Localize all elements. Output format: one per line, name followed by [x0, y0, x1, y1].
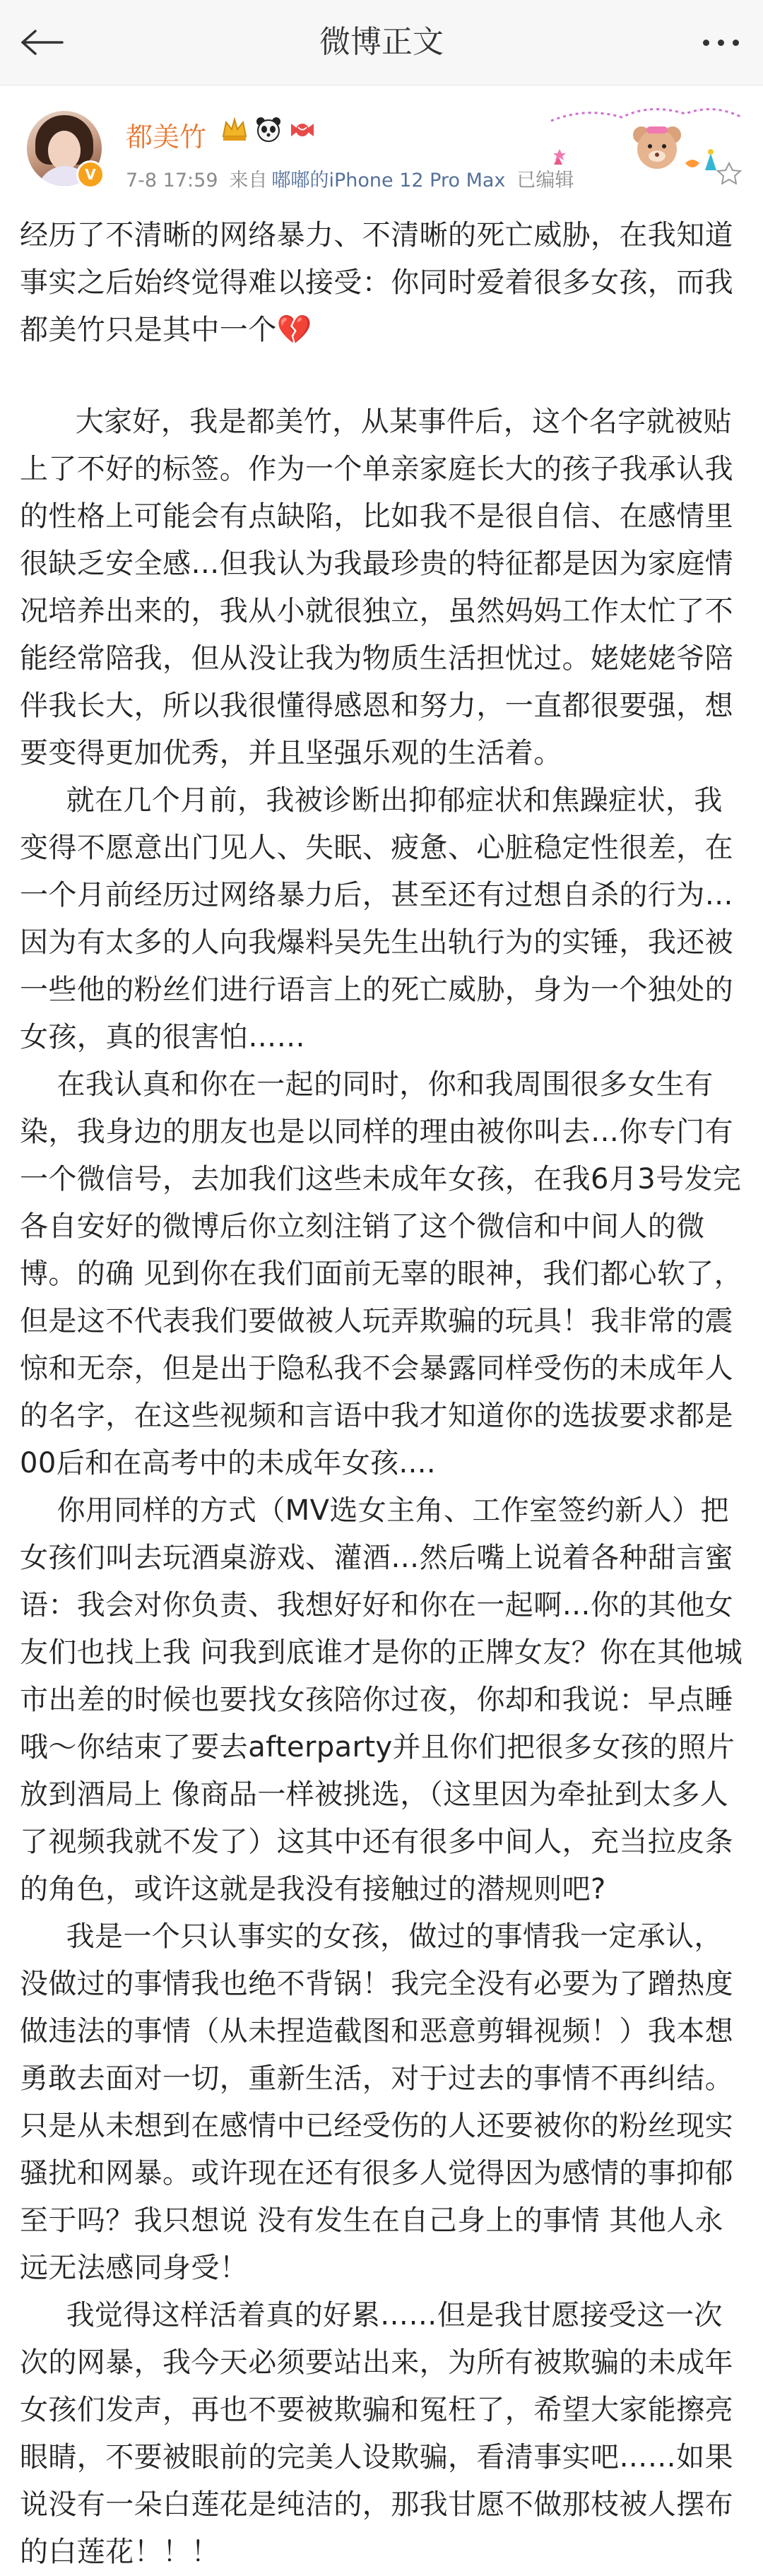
- author-badges: [219, 114, 321, 145]
- panda-icon[interactable]: [253, 114, 284, 145]
- post-paragraph: 经历了不清晰的网络暴力、不清晰的死亡威胁，在我知道事实之后始终觉得难以接受：你同时爱着很多女孩，而我都美竹只是其中一个💔: [20, 219, 733, 346]
- decoration-bear-icon: [544, 100, 749, 184]
- source-prefix: 来自: [229, 170, 268, 191]
- post-paragraph: 就在几个月前，我被诊断出抑郁症状和焦躁症状，我变得不愿意出门见人、失眠、疲惫、心脏稳定性很差，在一个月前经历过网络暴力后，甚至还有过想自杀的行为…因为有太多的人向我爆料吴先生出轨行为的实锤，我还被一些他的粉丝们进行语言上的死亡威胁，身为一个独处的女孩，真的很害怕……: [20, 784, 733, 1053]
- post-body: [20, 212, 743, 2576]
- more-button[interactable]: [694, 21, 747, 64]
- page-title: 微博正文: [319, 24, 444, 60]
- post-time: 7-8 17:59: [126, 170, 218, 191]
- crown-icon[interactable]: [219, 114, 250, 145]
- post-paragraph: 我是一个只认事实的女孩，做过的事情我一定承认，没做过的事情我也绝不背锅！我完全没有必要为了蹭热度做违法的事情（从未捏造截图和恶意剪辑视频！）我本想勇敢去面对一切，重新生活，对于过去的事情不再纠结。只是从未想到在感情中已经受伤的人还要被你的粉丝现实骚扰和网暴。或许现在还有很多人觉得因为感情的事抑郁 至于吗？我只想说 没有发生在自己身上的事情 其他人永远无法感同身受！: [20, 1920, 743, 2284]
- post-paragraph: 我觉得这样活着真的好累……但是我甘愿接受这一次次的网暴，我今天必须要站出来，为所有被欺骗的未成年女孩们发声，再也不要被欺骗和冤枉了，希望大家能擦亮眼睛，不要被眼前的完美人设欺骗，看清事实吧……如果说没有一朵白莲花是纯洁的，那我甘愿不做那枝被人摆布的白莲花！！！: [20, 2299, 733, 2568]
- post-paragraph: 大家好，我是都美竹，从某事件后，这个名字就被贴上了不好的标签。作为一个单亲家庭长大的孩子我承认我的性格上可能会有点缺陷，比如我不是很自信、在感情里很缺乏安全感…但我认为我最珍贵的特征都是因为家庭情况培养出来的，我从小就很独立，虽然妈妈工作太忙了不能经常陪我，但从没让我为物质生活担忧过。姥姥姥爷陪伴我长大，所以我很懂得感恩和努力，一直都很要强，想要变得更加优秀，并且坚强乐观的生活着。: [20, 406, 733, 769]
- author-header: [0, 85, 763, 206]
- post-source[interactable]: 嘟嘟的iPhone 12 Pro Max: [271, 170, 506, 191]
- post-meta: [126, 165, 585, 192]
- candy-icon[interactable]: [287, 114, 318, 145]
- author-name[interactable]: 都美竹: [126, 122, 207, 153]
- more-dots-icon: [703, 40, 709, 46]
- verified-badge-icon: V: [76, 160, 105, 189]
- post-paragraph: 你用同样的方式（MV选女主角、工作室签约新人）把女孩们叫去玩酒桌游戏、灌酒…然后嘴上说着各种甜言蜜语：我会对你负责、我想好好和你在一起啊…你的其他女友们也找上我 问我到底谁才是你的正牌女友？你在其他城市出差的时候也要找女孩陪你过夜，你却和我说：早点睡哦～你结束了要去afterparty并且你们把很多女孩的照片放到酒局上 像商品一样被挑选，（这里因为牵扯到太多人了视频我就不发了）这其中还有很多中间人，充当拉皮条的角色，或许这就是我没有接触过的潜规则吧?: [20, 1494, 743, 1906]
- navbar: [0, 0, 763, 85]
- post-paragraph: 在我认真和你在一起的同时，你和我周围很多女生有染，我身边的朋友也是以同样的理由被你叫去…你专门有一个微信号，去加我们这些未成年女孩，在我6月3号发完各自安好的微博后你立刻注销了这个微信和中间人的微博。的确 见到你在我们面前无辜的眼神，我们都心软了，但是这不代表我们要做被人玩弄欺骗的玩具！我非常的震惊和无奈，但是出于隐私我不会暴露同样受伤的未成年人的名字，在这些视频和言语中我才知道你的选拔要求都是00后和在高考中的未成年女孩....: [20, 1068, 743, 1479]
- edited-label[interactable]: 已编辑: [516, 170, 574, 191]
